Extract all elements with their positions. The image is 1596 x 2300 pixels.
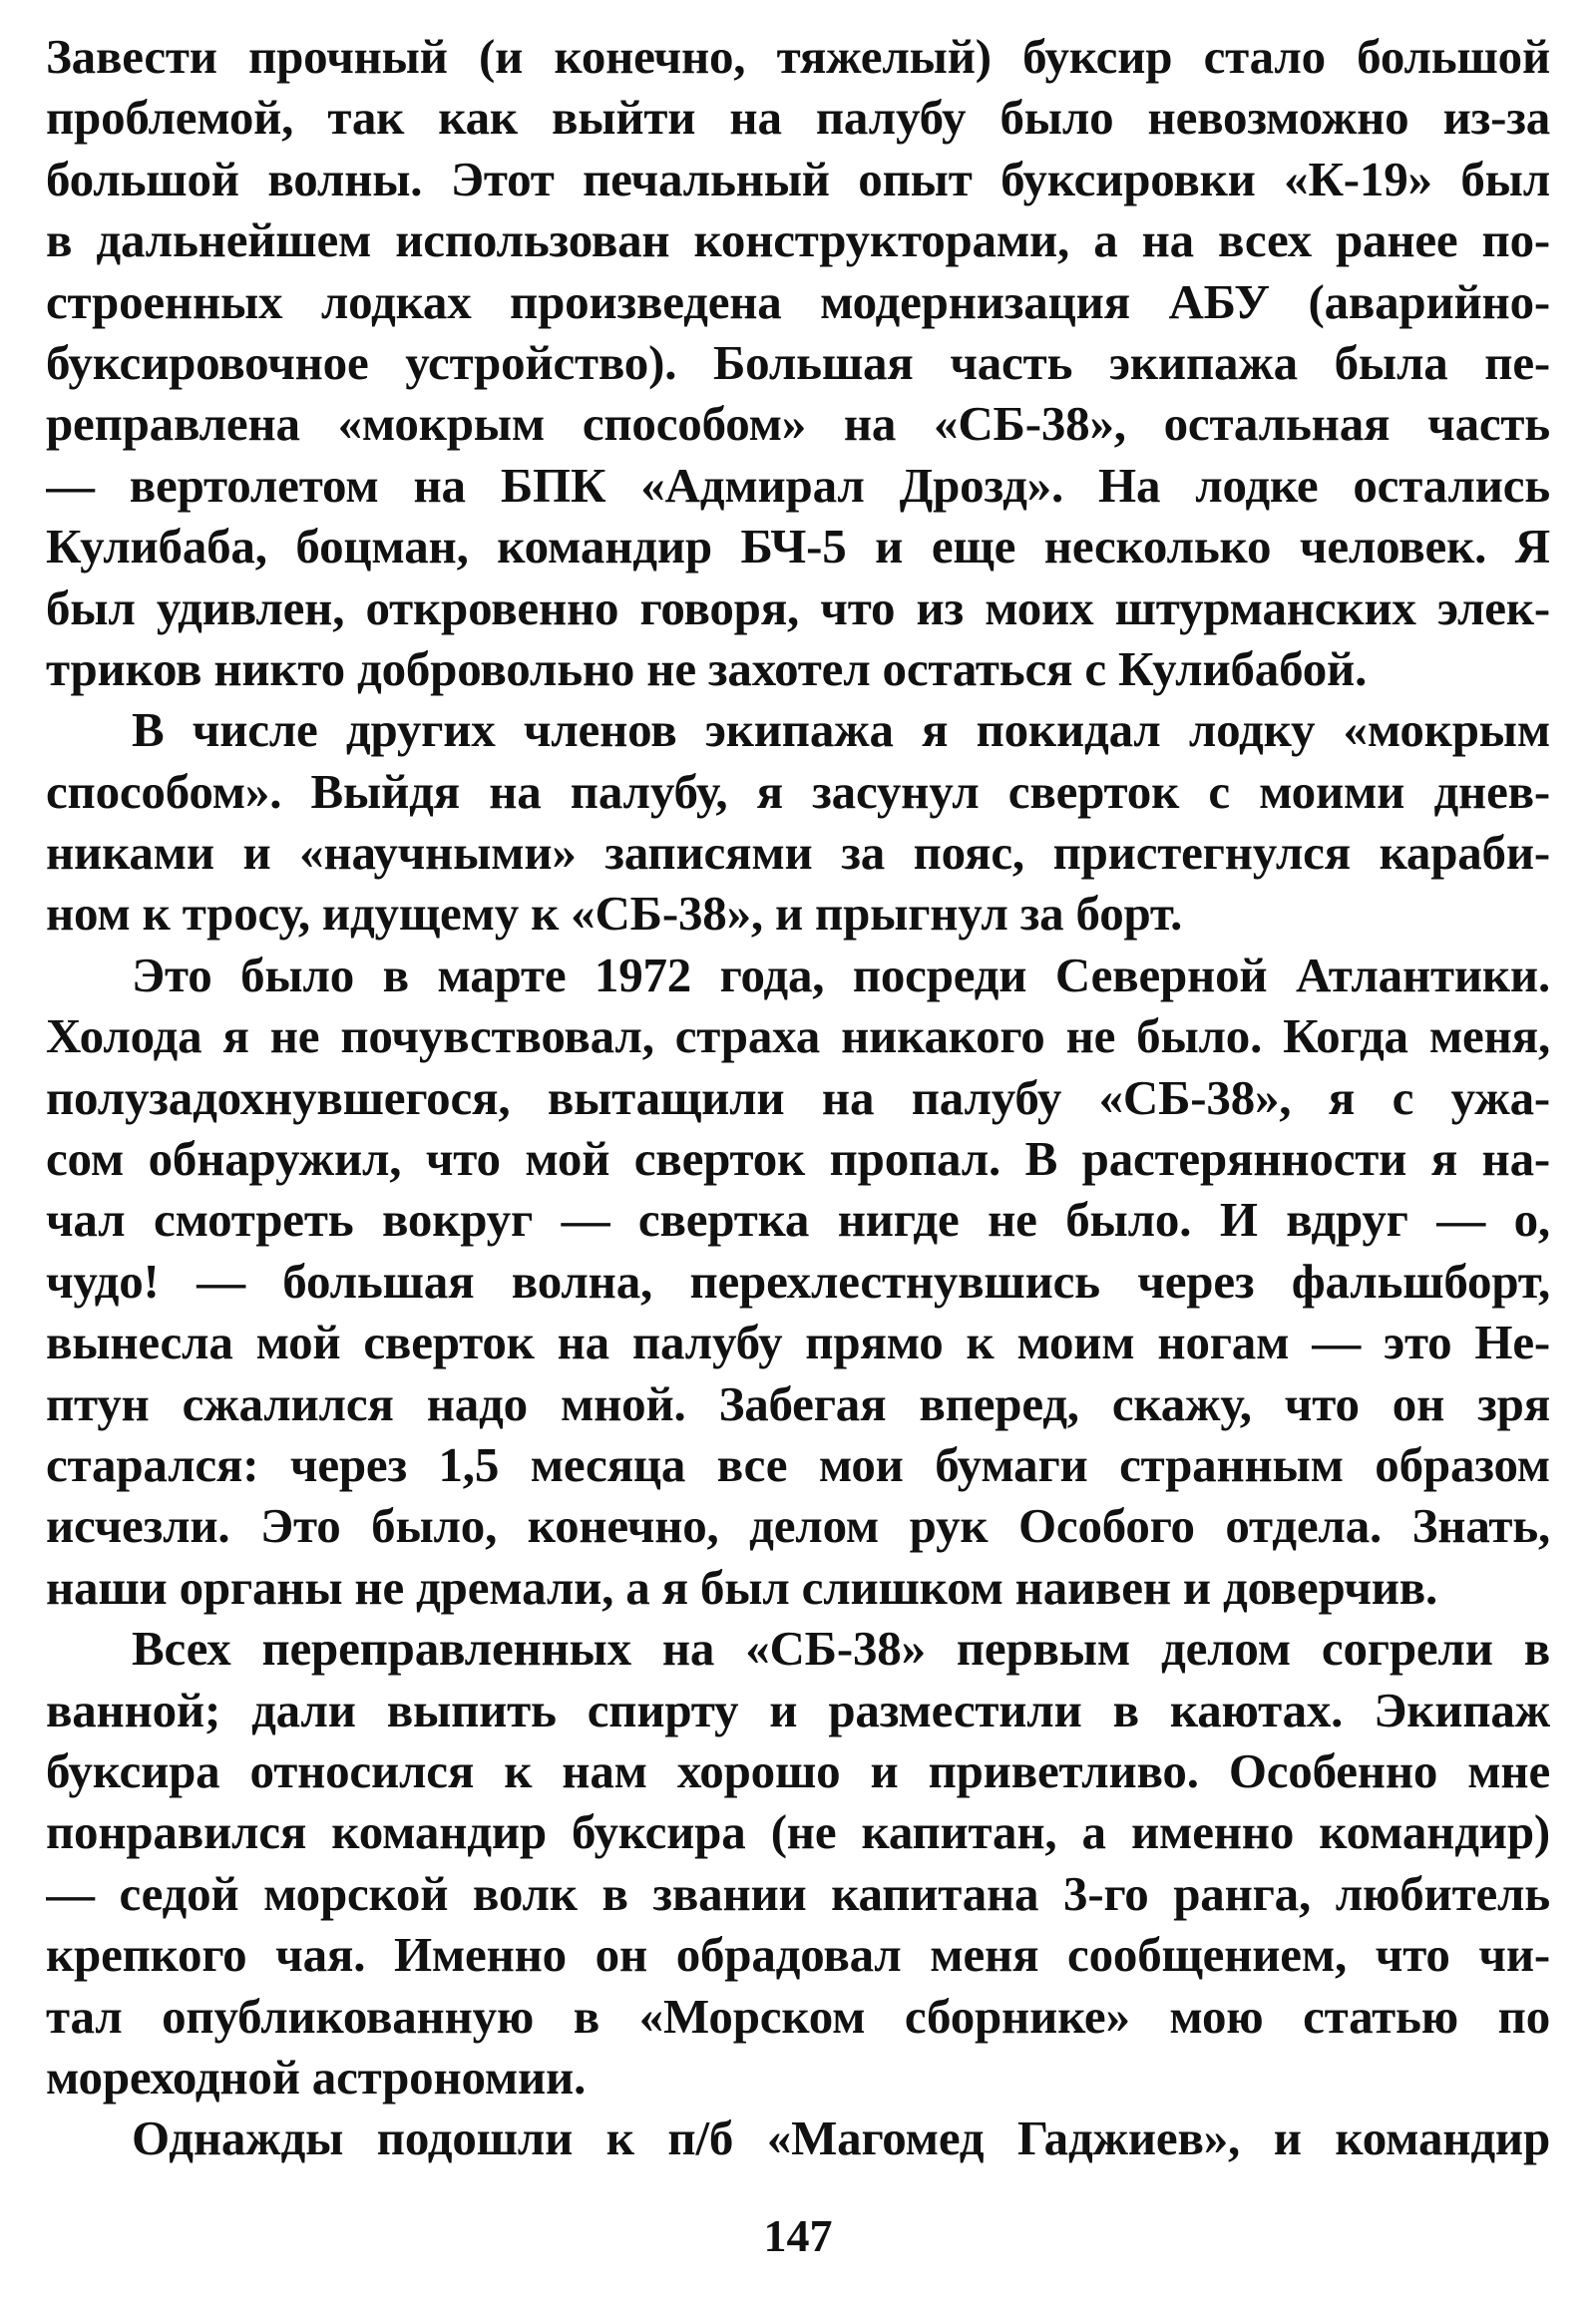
text-line: птун сжалился надо мной. Забегая вперед, скажу, что он зря xyxy=(46,1375,1550,1431)
text-line: Всех переправленных на «СБ-38» первым делом согрели в xyxy=(132,1621,1550,1677)
text-line: Кулибаба, боцман, командир БЧ-5 и еще несколько человек. Я xyxy=(46,519,1550,575)
text-line: ном к тросу, идущему к «СБ-38», и прыгнул за борт. xyxy=(46,886,1183,942)
paragraph-5 xyxy=(46,2108,1550,2168)
page-body xyxy=(46,26,1550,2169)
text-line: чудо! — большая волна, перехлестнувшись через фальшборт, xyxy=(46,1253,1550,1309)
paragraph-2 xyxy=(46,699,1550,945)
text-line: ванной; дали выпить спирту и разместили в каютах. Экипаж xyxy=(46,1682,1550,1737)
text-line: — вертолетом на БПК «Адмирал Дрозд». На лодке остались xyxy=(46,457,1550,513)
text-line: никами и «научными» записями за пояс, пристегнулся караби- xyxy=(46,825,1550,881)
text-line: способом». Выйдя на палубу, я засунул сверток с моими днев- xyxy=(46,763,1550,819)
paragraph-1 xyxy=(46,26,1550,699)
text-line: В числе других членов экипажа я покидал лодку «мокрым xyxy=(132,702,1550,758)
paragraph-4 xyxy=(46,1618,1550,2108)
text-line: буксировочное устройство). Большая часть экипажа была пе- xyxy=(46,334,1550,390)
page-number: 147 xyxy=(763,2210,833,2261)
text-line: понравился командир буксира (не капитан, а именно командир) xyxy=(46,1804,1550,1860)
text-line: вынесла мой сверток на палубу прямо к моим ногам — это Не- xyxy=(46,1315,1550,1370)
text-line: — седой морской волк в звании капитана 3-го ранга, любитель xyxy=(46,1865,1550,1921)
text-line: сом обнаружил, что мой сверток пропал. В растерянности я на- xyxy=(46,1131,1550,1187)
text-line: полузадохнувшегося, вытащили на палубу «СБ-38», я с ужа- xyxy=(46,1069,1550,1125)
text-line: Однажды подошли к п/б «Магомед Гаджиев», и командир xyxy=(132,2110,1550,2166)
text-line: проблемой, так как выйти на палубу было невозможно из-за xyxy=(46,90,1550,146)
text-line: крепкого чая. Именно он обрадовал меня сообщением, что чи- xyxy=(46,1927,1550,1983)
text-line: буксира относился к нам хорошо и приветливо. Особенно мне xyxy=(46,1742,1550,1798)
text-line: тал опубликованную в «Морском сборнике» мою статью по xyxy=(46,1988,1550,2044)
text-line: наши органы не дремали, а я был слишком наивен и доверчив. xyxy=(46,1559,1438,1615)
text-line: Холода я не почувствовал, страха никакого не было. Когда меня, xyxy=(46,1008,1550,1064)
text-line: был удивлен, откровенно говоря, что из моих штурманских элек- xyxy=(46,579,1550,635)
text-line: большой волны. Этот печальный опыт буксировки «К-19» был xyxy=(46,151,1550,206)
text-line: старался: через 1,5 месяца все мои бумаги странным образом xyxy=(46,1436,1550,1492)
text-line: мореходной астрономии. xyxy=(46,2049,587,2105)
text-line: Это было в марте 1972 года, посреди Северной Атлантики. xyxy=(132,947,1550,1002)
text-line: триков никто добровольно не захотел остаться с Кулибабой. xyxy=(46,640,1368,696)
text-line: в дальнейшем использован конструкторами, а на всех ранее по- xyxy=(46,212,1550,268)
text-line: исчезли. Это было, конечно, делом рук Особого отдела. Знать, xyxy=(46,1498,1550,1554)
paragraph-3 xyxy=(46,945,1550,1618)
text-line: реправлена «мокрым способом» на «СБ-38», остальная часть xyxy=(46,396,1550,452)
text-line: строенных лодках произведена модернизация АБУ (аварийно- xyxy=(46,273,1550,329)
text-line: Завести прочный (и конечно, тяжелый) буксир стало большой xyxy=(46,29,1550,84)
text-line: чал смотреть вокруг — свертка нигде не было. И вдруг — о, xyxy=(46,1192,1550,1248)
